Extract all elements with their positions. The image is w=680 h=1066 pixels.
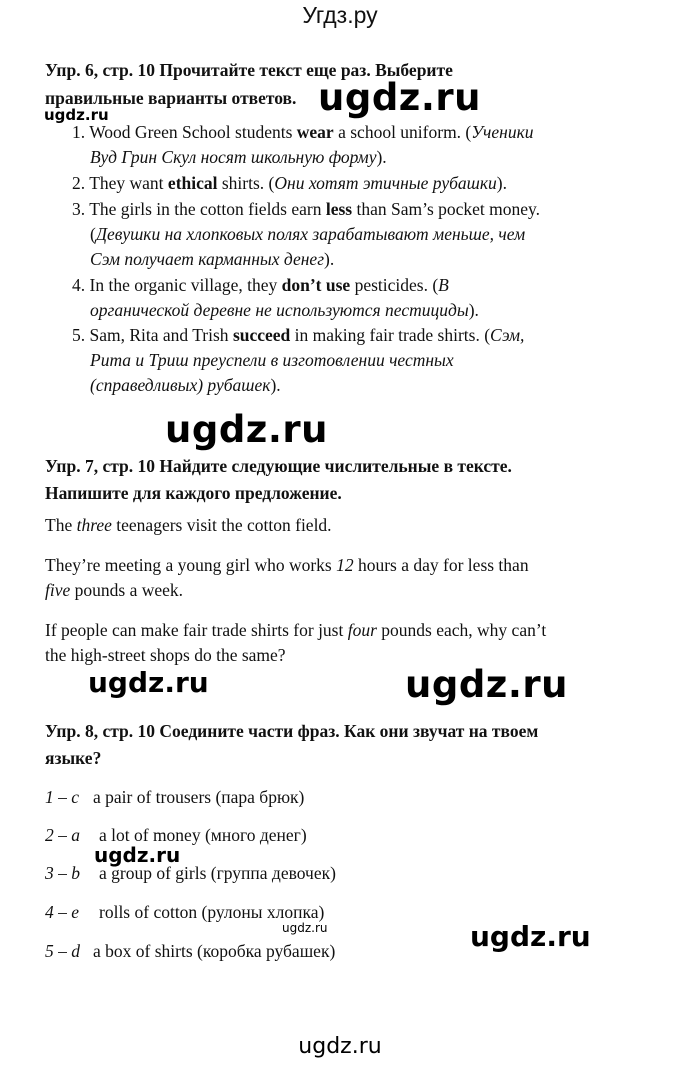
ex8-pair-4: 4 – e rolls of cotton (рулоны хлопка) [45,902,325,922]
watermark-mid-big: ugdz.ru [165,408,328,451]
ex7-sentence-3-line1: If people can make fair trade shirts for just four pounds each, why can’t [45,620,547,640]
watermark-right-big: ugdz.ru [405,663,568,706]
ex6-item-2: 2. They want ethical shirts. (Они хотят этичные рубашки). [72,173,507,193]
watermark-top-big: ugdz.ru [318,76,481,119]
ex8-pair-2: 2 – a a lot of money (много денег) [45,825,307,845]
ex6-item-3-line3: Сэм получает карманных денег). [90,249,335,269]
ex8-title-line2: языке? [45,748,102,768]
ex7-title-line2: Напишите для каждого предложение. [45,483,342,503]
ex7-title-line1: Упр. 7, стр. 10 Найдите следующие числительные в тексте. [45,456,512,476]
watermark-left-small: ugdz.ru [94,843,181,867]
site-header[interactable]: Угдз.ру [302,2,378,28]
ex6-item-1-line1: 1. Wood Green School students wear a school uniform. (Ученики [72,122,534,142]
ex6-title-line1: Упр. 6, стр. 10 Прочитайте текст еще раз. Выберите [45,60,453,80]
watermark-center-tiny: ugdz.ru [282,921,328,935]
ex7-sentence-1: The three teenagers visit the cotton field. [45,515,332,535]
watermark-left-mid: ugdz.ru [88,666,209,699]
ex6-item-5-line3: (справедливых) рубашек). [90,375,281,395]
ex6-item-3-line1: 3. The girls in the cotton fields earn less than Sam’s pocket money. [72,199,541,219]
ex6-item-4-line2: органической деревне не используются пестициды). [90,300,479,320]
ex6-item-5-line2: Рита и Триш преуспели в изготовлении честных [90,350,454,370]
ex7-sentence-3-line2: the high-street shops do the same? [45,645,286,665]
watermark-top-small: ugdz.ru [44,106,109,124]
ex6-title-line2: правильные варианты ответов. [45,88,297,108]
watermark-right-lower: ugdz.ru [470,920,591,953]
ex7-sentence-2-line1: They’re meeting a young girl who works 12 hours a day for less than [45,555,529,575]
watermark-bottom: ugdz.ru [298,1034,382,1059]
ex6-item-1-line2: Вуд Грин Скул носят школьную форму). [90,147,387,167]
ex6-item-4-line1: 4. In the organic village, they don’t use pesticides. (В [72,275,449,295]
ex8-title-line1: Упр. 8, стр. 10 Соедините части фраз. Как они звучат на твоем [45,721,539,741]
ex8-pair-5: 5 – d a box of shirts (коробка рубашек) [45,941,336,961]
ex6-item-5-line1: 5. Sam, Rita and Trish succeed in making fair trade shirts. (Сэм, [72,325,525,345]
ex6-item-3-line2: (Девушки на хлопковых полях зарабатывают меньше, чем [90,224,526,244]
ex8-pair-1: 1 – c a pair of trousers (пара брюк) [45,787,305,807]
ex8-pair-3: 3 – b a group of girls (группа девочек) [45,863,336,883]
ex7-sentence-2-line2: five pounds a week. [45,580,184,600]
